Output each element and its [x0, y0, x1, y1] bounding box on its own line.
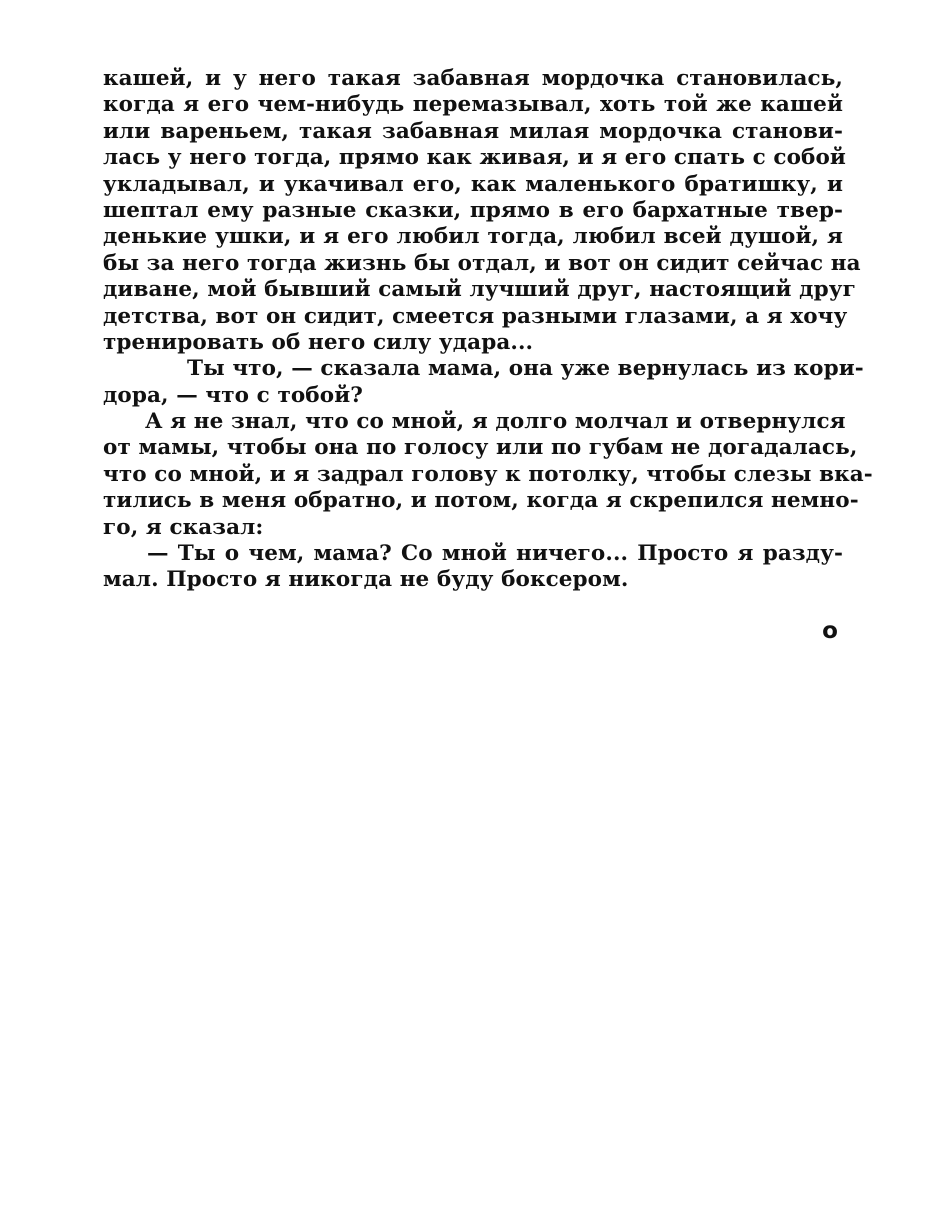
text-line: Ты что, — сказала мама, она уже вернулась из кори- [187, 356, 864, 382]
story-text [103, 66, 873, 594]
text-line: или вареньем, такая забавная милая мордочка станови- [103, 118, 843, 144]
end-of-story-mark: o [822, 618, 838, 644]
text-line: тренировать об него силу удара... [103, 329, 534, 355]
text-line: дора, — что с тобой? [103, 382, 363, 408]
text-line: когда я его чем-нибудь перемазывал, хоть той же кашей [103, 92, 843, 118]
text-line: шептал ему разные сказки, прямо в его бархатные твер- [103, 197, 843, 223]
paragraph [103, 541, 843, 594]
text-line: го, я сказал: [103, 514, 264, 540]
text-line: лась у него тогда, прямо как живая, и я его спать с собой [103, 145, 846, 171]
text-line: денькие ушки, и я его любил тогда, любил всей душой, я [103, 224, 843, 250]
paragraph [103, 409, 873, 541]
text-line: от мамы, чтобы она по голосу или по губам не догадалась, [103, 435, 858, 461]
text-line: диване, мой бывший самый лучший друг, настоящий друг [103, 277, 856, 303]
text-line: укладывал, и укачивал его, как маленького братишку, и [103, 171, 843, 197]
text-line: — Ты о чем, мама? Со мной ничего... Просто я разду- [147, 541, 843, 567]
text-line: бы за него тогда жизнь бы отдал, и вот он сидит сейчас на [103, 250, 861, 276]
text-line: детства, вот он сидит, смеется разными глазами, а я хочу [103, 303, 848, 329]
paragraph [103, 66, 861, 356]
paragraph [103, 356, 864, 409]
text-line: мал. Просто я никогда не буду боксером. [103, 567, 629, 593]
text-line: что со мной, и я задрал голову к потолку, чтобы слезы вка- [103, 461, 873, 487]
text-line: кашей, и у него такая забавная мордочка становилась, [103, 66, 843, 91]
text-line: тились в меня обратно, и потом, когда я скрепился немно- [103, 488, 859, 514]
text-line: А я не знал, что со мной, я долго молчал и отвернулся [145, 409, 846, 435]
